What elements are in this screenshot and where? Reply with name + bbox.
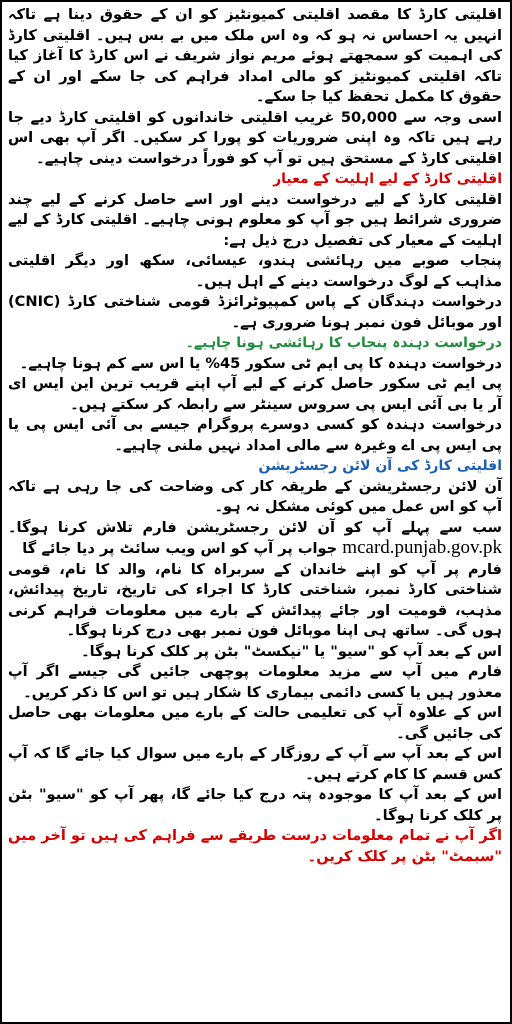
other-programs-paragraph: درخواست دہندہ کو کسی دوسرے پروگرام جیسے بی آئی ایس پی یا پی ایس پی اے وغیرہ سے مالی امداد نہیں ملنی چاہیے۔: [8, 416, 502, 454]
address-paragraph: اس کے بعد آپ کا موجودہ پتہ درج کیا جائے گا، پھر آپ کو "سیو" بٹن پر کلک کرنا ہوگا۔: [8, 786, 502, 824]
find-form-text: سب سے پہلے آپ کو آن لائن رجسٹریشن فارم تلاش کرنا ہوگا۔: [8, 518, 502, 536]
pmt-score-paragraph: درخواست دہندہ کا پی ایم ٹی سکور 45% یا اس سے کم ہونا چاہیے۔: [19, 354, 502, 372]
eligibility-heading: اقلیتی کارڈ کے لیے اہلیت کے معیار: [273, 171, 502, 187]
religion-eligibility-paragraph: پنجاب صوبے میں رہائشی ہندو، عیسائی، سکھ اور دیگر اقلیتی مذاہب کے لوگ درخواست دینے کے اہل ہیں۔: [8, 252, 502, 290]
website-link[interactable]: mcard.punjab.gov.pk: [342, 537, 502, 558]
website-answer-text: جواب پر آپ کو اس ویب سائٹ پر دیا جائے گا: [22, 540, 338, 557]
registration-intro-paragraph: آن لائن رجسٹریشن کے طریقہ کار کی وضاحت کی جا رہی ہے تاکہ آپ کو اس عمل میں کوئی مشکل نہ ہو۔: [8, 477, 502, 515]
pmt-center-paragraph: پی ایم ٹی سکور حاصل کرنے کے لیے آپ اپنے قریب ترین این ایس ای آر یا بی آئی ایس پی سروس سینٹر سے رابطہ کر سکتے ہیں۔: [8, 375, 502, 413]
residency-heading: درخواست دہندہ پنجاب کا رہائشی ہونا چاہیے۔: [185, 335, 502, 351]
cnic-requirement-paragraph: درخواست دہندگان کے پاس کمپیوٹرائزڈ قومی شناختی کارڈ (CNIC) اور موبائل فون نمبر ہونا ضروری ہے۔: [8, 293, 502, 331]
save-next-paragraph: اس کے بعد آپ کو "سیو" یا "نیکسٹ" بٹن پر کلک کرنا ہوگا۔: [81, 642, 502, 660]
find-form-paragraph: [8, 518, 502, 560]
families-paragraph: اسی وجہ سے 50,000 غریب اقلیتی خاندانوں کو اقلیتی کارڈ دیے جا رہے ہیں تاکہ وہ اپنی ضروریات کو پورا کر سکیں۔ اگر آپ بھی اس اقلیتی کارڈ کے مستحق ہیں تو آپ کو فوراً درخواست دینی چاہیے۔: [8, 108, 503, 167]
disability-paragraph: فارم میں آپ سے مزید معلومات پوچھی جائیں گی جیسے اگر آپ معذور ہیں یا کسی دائمی بیماری کا شکار ہیں تو اس کا ذکر کریں۔: [8, 663, 502, 701]
employment-paragraph: اس کے بعد آپ سے آپ کے روزگار کے بارے میں سوال کیا جائے گا کہ آپ کس قسم کا کام کرتے ہیں۔: [8, 745, 502, 783]
submit-paragraph: اگر آپ نے تمام معلومات درست طریقے سے فراہم کی ہیں تو آخر میں "سبمٹ" بٹن پر کلک کریں۔: [8, 827, 502, 865]
intro-paragraph: اقلیتی کارڈ کا مقصد اقلیتی کمیونٹیز کو ان کے حقوق دینا ہے تاکہ انہیں یہ احساس نہ ہو کہ وہ اس ملک میں بے بس ہیں۔ اقلیتی کارڈ کی اہمیت کو سمجھتے ہوئے مریم نواز شریف نے اس کارڈ کا آغاز کیا تاکہ اقلیتی کمیونٹیز کو مالی امداد فراہم کی جا سکے اور ان کے حقوق کا مکمل تحفظ کیا جا سکے۔: [8, 6, 502, 105]
form-fields-paragraph: فارم پر آپ کو اپنے خاندان کے سربراہ کا نام، والد کا نام، قومی شناختی کارڈ نمبر، شناختی کارڈ کا اجراء کی تاریخ، تاریخ پیدائش، مذہب، قومیت اور جائے پیدائش کے بارے میں معلومات فراہم کرنی ہوں گی۔ ساتھ ہی اپنا موبائل فون نمبر بھی درج کرنا ہوگا۔: [8, 560, 502, 639]
eligibility-intro-paragraph: اقلیتی کارڈ کے لیے درخواست دینے اور اسے حاصل کرنے کے لیے چند ضروری شرائط ہیں جو آپ کو معلوم ہونی چاہیے۔ اقلیتی کارڈ کے لیے اہلیت کے معیار کی تفصیل درج ذیل ہے:: [8, 190, 502, 249]
education-paragraph: اس کے علاوہ آپ کی تعلیمی حالت کے بارے میں معلومات بھی حاصل کی جائیں گی۔: [8, 704, 502, 742]
online-registration-heading: اقلیتی کارڈ کی آن لائن رجسٹریشن: [258, 458, 502, 474]
